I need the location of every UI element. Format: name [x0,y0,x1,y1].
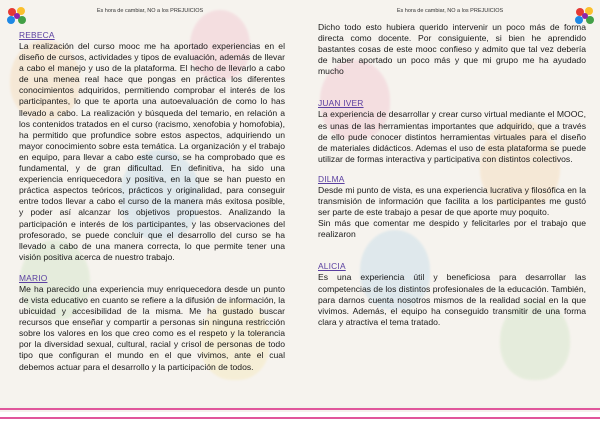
testimonial-text: Me ha parecido una experiencia muy enriquecedora desde un punto de vista educativo en cuanto se refiere a la difusión de información, la ubicuidad y accesibilidad de la misma. Me ha gustado buscar recursos que enseñar y compartir a personas sin ninguna restricción sobre los valores en los que creo como es el respeto y la tolerancia por la diversidad sexual, cultural, racial y crisol de personas de todo tipo que configuran el mundo en el que vivimos, ante el cual debemos actuar para el desarrollo y la participación de todos. [19,283,285,372]
testimonial-dilma [318,174,586,240]
left-page-content [19,30,285,383]
testimonial-text: Dicho todo esto hubiera querido intervenir un poco más de forma directa como docente. Por consiguiente, si bien he aprendido bastantes cosas de este mooc confieso y admito que tal vez debería de haber aportado un poco más y que mi grupo me ha ayudado mucho [318,22,586,77]
testimonial-continuation [318,22,586,77]
testimonial-text: La realización del curso mooc me ha aportado experiencias en el diseño de cursos, actividades y tipos de evaluación, además de llevar a cabo el manejo y uso de la plataforma. El hecho de llevarlo a cabo de una menea real hace que pongas en práctica los diferentes conocimientos adquiridos, permitiendo comprobar el interés de los participantes, lo que te aporta una autoevaluación de como lo has llevado a cabo. La realización y búsqueda del temario, en relación a los contenidos tratados en el curso (racismo, xenofobia y homofobia), ha permitido que profundice sobre estos aspectos, adquiriendo un mayor conocimiento sobre esta temática. La organización y el trabajo en equipo, para llevar a cabo este curso, se ha comprobado que es fundamental, y de gran dificultad. En definitiva, ha sido una experiencia enriquecedora y positiva, en la que se han puesto en práctica aspectos teóricos, prácticos y originalidad, para conseguir entre todos llevar a cabo el curso de la manera más exitosa posible, y poder así alcanzar los objetivos propuestos. Analizando la participación e interés de los participantes, y las observaciones del profesorado, se puede concluir que el desarrollo del curso se ha llevado a cabo de una manera correcta, lo que permite tener una visión positiva acerca de nuestro trabajo. [19,41,285,262]
author-name: REBECA [19,30,55,40]
testimonial-alicia [318,261,586,327]
testimonial-text: La experiencia de desarrollar y crear curso virtual mediante el MOOC, es unas de las herramientas importantes que adquirido, que a través de ello pude conocer distintos herramientas virtuales para el diseño de materiales didácticos. Ademas el uso de esta plataforma se puede utilizar de formas interactiva y participativa con distintos colectivos. [318,109,586,164]
testimonial-mario [19,273,285,373]
right-page-content [318,22,586,337]
testimonial-rebeca [19,30,285,263]
author-name: MARIO [19,272,48,283]
testimonial-text: Desde mi punto de vista, es una experiencia lucrativa y filosófica en la transmisión de información que facilita a los participantes me gustó ser parte de este trabajo a pesar de que aporte muy poquito. [318,184,586,218]
footer-divider [0,417,600,419]
footer-divider [0,408,600,410]
author-name: ALICIA [318,261,346,272]
page-header-title: Es hora de cambiar, NO a los PREJUICIOS [396,8,504,14]
page-header-title: Es hora de cambiar, NO a los PREJUICIOS [96,8,204,14]
right-page [300,0,600,406]
testimonial-text: Sin más que comentar me despido y felicitarles por el trabajo que realizaron [318,218,586,240]
author-name: DILMA [318,173,345,184]
left-page [0,0,301,406]
author-name: JUAN IVER [318,98,364,109]
testimonial-juan-iver [318,98,586,164]
testimonial-text: Es una experiencia útil y beneficiosa para desarrollar las competencias de los distintos profesionales de la educación. También, para darnos cuenta nosotros mismos de la realidad social en la que vivimos. Además, el equipo ha conseguido transmitir de una forma clara y atractiva el tema tratado. [318,272,586,327]
